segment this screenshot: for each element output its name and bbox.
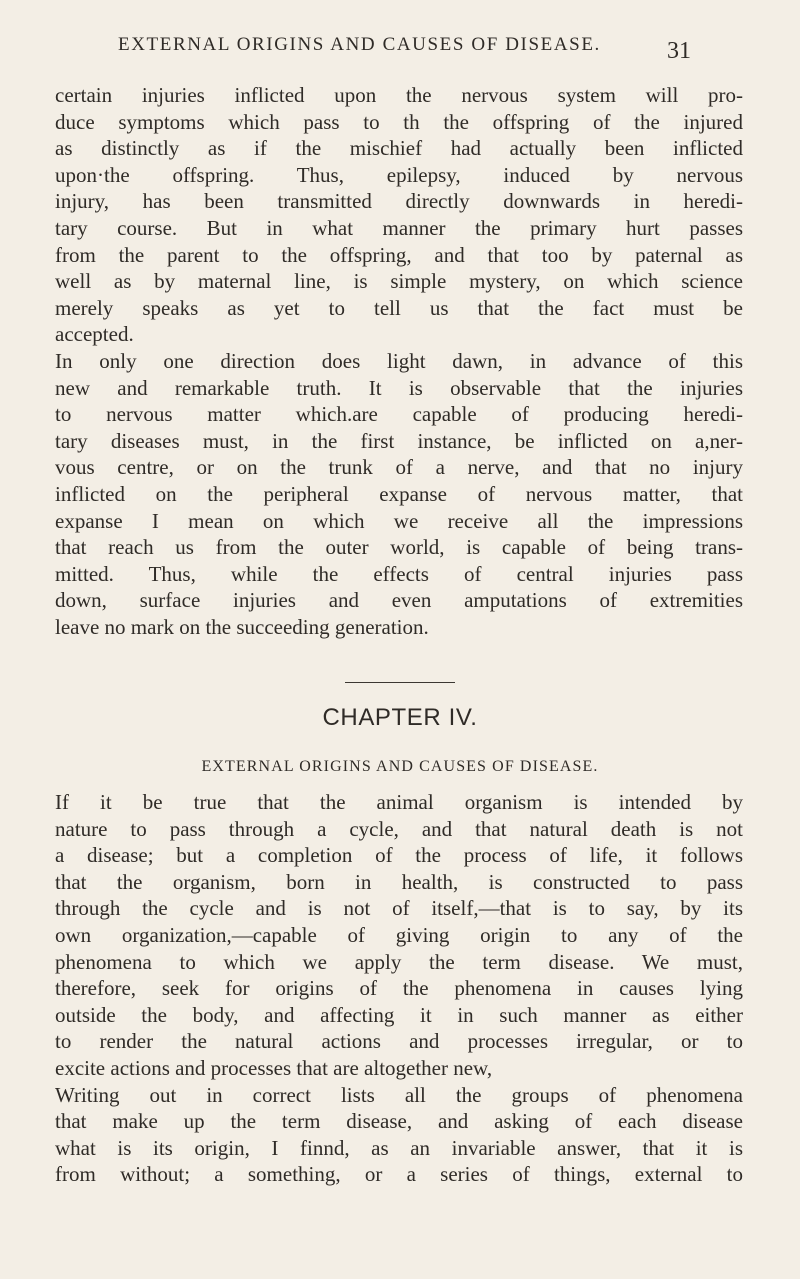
page-number: 31: [667, 38, 691, 64]
text-line: from without; a something, or a series of things, external to: [55, 1162, 743, 1187]
section-divider: [345, 682, 455, 683]
chapter-title: CHAPTER IV.: [322, 704, 478, 731]
text-line: down, surface injuries and even amputations of extremities: [55, 588, 743, 613]
text-line: outside the body, and affecting it in such manner as either: [55, 1002, 743, 1027]
text-line: that the organism, born in health, is constructed to pass: [55, 869, 743, 894]
text-line: tary diseases must, in the first instance, be inflicted on a,ner-: [55, 428, 743, 453]
text-line: to nervous matter which.are capable of producing heredi-: [55, 402, 743, 427]
text-line: as distinctly as if the mischief had actually been inflicted: [55, 136, 743, 161]
paragraph-light: [55, 348, 743, 641]
text-line: duce symptoms which pass to th the offspring of the injured: [55, 109, 743, 134]
text-line: therefore, seek for origins of the phenomena in causes lying: [55, 976, 743, 1001]
text-line: leave no mark on the succeeding generation.: [55, 614, 429, 639]
text-line: In only one direction does light dawn, in advance of this: [55, 348, 743, 373]
paragraph-continuation: [55, 82, 743, 348]
text-line: upon·the offspring. Thus, epilepsy, induced by nervous: [55, 162, 743, 187]
text-line: injury, has been transmitted directly downwards in heredi-: [55, 189, 743, 214]
text-line: accepted.: [55, 322, 134, 347]
text-line: a disease; but a completion of the process of life, it follows: [55, 843, 743, 868]
text-line: tary course. But in what manner the primary hurt passes: [55, 215, 743, 240]
text-line: that reach us from the outer world, is capable of being trans-: [55, 535, 743, 560]
text-line: vous centre, or on the trunk of a nerve, and that no injury: [55, 455, 743, 480]
paragraph-writing: [55, 1082, 743, 1188]
text-line: phenomena to which we apply the term disease. We must,: [55, 949, 743, 974]
text-line: from the parent to the offspring, and that too by paternal as: [55, 242, 743, 267]
text-line: mitted. Thus, while the effects of central injuries pass: [55, 561, 743, 586]
running-head: EXTERNAL ORIGINS AND CAUSES OF DISEASE.: [118, 34, 601, 55]
paragraph-organism: [55, 789, 743, 1082]
text-block-lower: [55, 789, 743, 1188]
text-block-upper: [55, 82, 743, 640]
text-line: If it be true that the animal organism is intended by: [55, 790, 743, 814]
text-line: own organization,—capable of giving origin to any of the: [55, 922, 743, 947]
text-line: merely speaks as yet to tell us that the fact must be: [55, 295, 743, 320]
text-line: certain injuries inflicted upon the nervous system will pro-: [55, 83, 743, 107]
text-line: what is its origin, I finnd, as an invariable answer, that it is: [55, 1135, 743, 1160]
text-line: that make up the term disease, and asking of each disease: [55, 1109, 743, 1134]
text-line: to render the natural actions and processes irregular, or to: [55, 1029, 743, 1054]
text-line: inflicted on the peripheral expanse of nervous matter, that: [55, 481, 743, 506]
text-line: nature to pass through a cycle, and that natural death is not: [55, 816, 743, 841]
text-line: new and remarkable truth. It is observable that the injuries: [55, 375, 743, 400]
text-line: Writing out in correct lists all the groups of phenomena: [55, 1082, 743, 1107]
text-line: through the cycle and is not of itself,—that is to say, by its: [55, 896, 743, 921]
text-line: excite actions and processes that are altogether new,: [55, 1055, 493, 1080]
chapter-subtitle: EXTERNAL ORIGINS AND CAUSES OF DISEASE.: [201, 758, 599, 775]
text-line: expanse I mean on which we receive all the impressions: [55, 508, 743, 533]
text-line: well as by maternal line, is simple mystery, on which science: [55, 269, 743, 294]
